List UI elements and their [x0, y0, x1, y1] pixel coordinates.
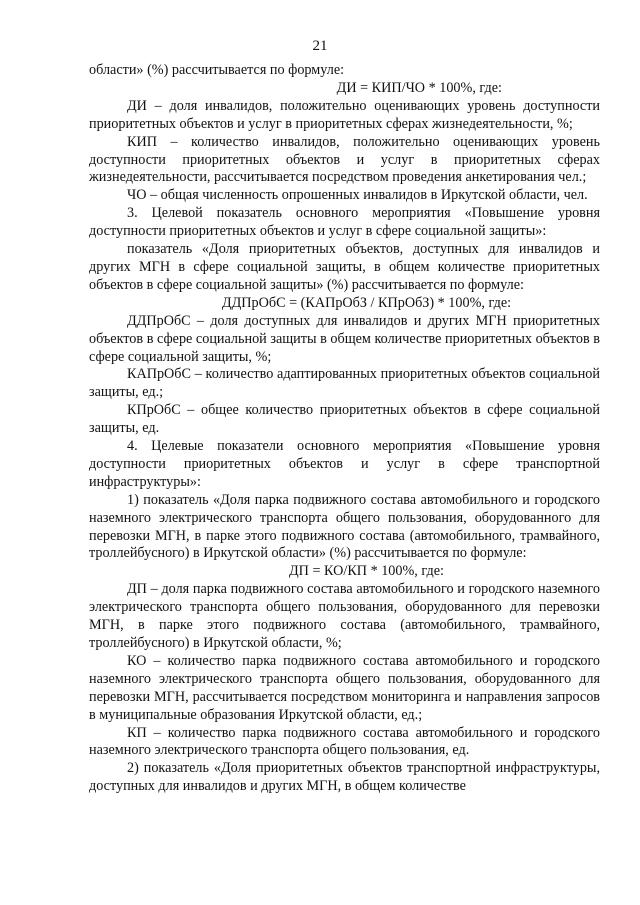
definition-kip: КИП – количество инвалидов, положительно оценивающих уровень доступности приоритетных объектов и услуг в приоритетных сферах жизнедеятельности, рассчитывается посредством проведения анкетирования чел.; — [89, 133, 600, 186]
definition-kp: КП – количество парка подвижного состава автомобильного и городского наземного электрического транспорта общего пользования, ед. — [89, 724, 600, 759]
definition-di: ДИ – доля инвалидов, положительно оценивающих уровень доступности приоритетных объектов и услуг в приоритетных сферах жизнедеятельности, %; — [89, 97, 600, 132]
definition-kprobs: КПрОбС – общее количество приоритетных объектов в сфере социальной защиты, ед. — [89, 402, 600, 437]
formula-dp: ДП = КО/КП * 100%, где: — [289, 563, 444, 580]
indicator-social-protection: показатель «Доля приоритетных объектов, доступных для инвалидов и других МГН в сфере социальной защиты, в общем количестве приоритетных объектов в сфере социальной защиты» (%) рассчитывается по формуле: — [89, 241, 600, 293]
definition-ddprobs: ДДПрОбС – доля доступных для инвалидов и других МГН приоритетных объектов в сфере социальной защиты в общем количестве приоритетных объектов в сфере социальной защиты, %; — [89, 312, 600, 365]
definition-kaprobs: КАПрОбС – количество адаптированных приоритетных объектов социальной защиты, ед.; — [89, 366, 600, 401]
page-number: 21 — [312, 38, 328, 54]
paragraph-formula-intro: области» (%) рассчитывается по формуле: — [89, 62, 345, 78]
formula-ddprobs: ДДПрОбС = (КАПрОбЗ / КПрОбЗ) * 100%, где: — [221, 294, 512, 311]
formula-di: ДИ = КИП/ЧО * 100%, где: — [336, 79, 502, 96]
indicator-transport-fleet: 1) показатель «Доля парка подвижного состава автомобильного и городского наземного электрического транспорта общего пользования, оборудованного для перевозки МГН, в парке этого подвижного состава (автомобильного, трамвайного, троллейбусного) в Иркутской области» (%) рассчитывается по формуле: — [89, 491, 600, 562]
definition-cho: ЧО – общая численность опрошенных инвалидов в Иркутской области, чел. — [127, 187, 588, 204]
indicator-transport-infrastructure: 2) показатель «Доля приоритетных объектов транспортной инфраструктуры, доступных для инвалидов и других МГН, в общем количестве — [89, 760, 600, 795]
section-4-heading: 4. Целевые показатели основного мероприятия «Повышение уровня доступности приоритетных объектов и услуг в сфере транспортной инфраструктуры»: — [89, 438, 600, 490]
section-3-heading: 3. Целевой показатель основного мероприятия «Повышение уровня доступности приоритетных объектов и услуг в сфере социальной защиты»: — [89, 205, 600, 240]
definition-dp: ДП – доля парка подвижного состава автомобильного и городского наземного электрического транспорта общего пользования, оборудованного для перевозки МГН, в парке этого подвижного состава (автомобильного, трамвайного, троллейбусного) в Иркутской области, %; — [89, 581, 600, 651]
definition-ko: КО – количество парка подвижного состава автомобильного и городского наземного электрического транспорта общего пользования, оборудованного для перевозки МГН, рассчитывается посредством мониторинга и направления запросов в муниципальные образования Иркутской области, ед.; — [89, 652, 600, 723]
document-body — [89, 62, 600, 796]
